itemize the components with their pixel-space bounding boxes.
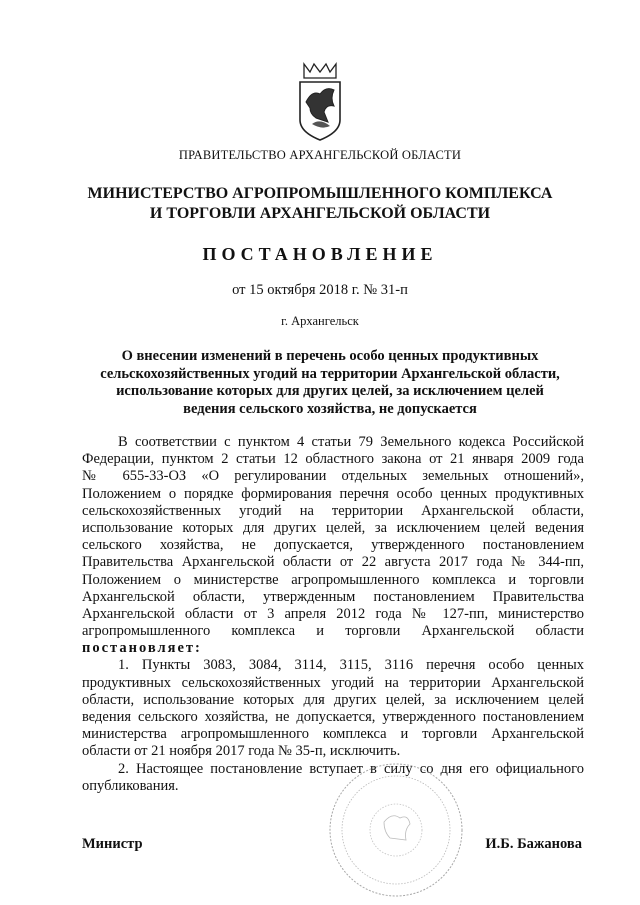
body-line: Архангельской области, утвержденным постановлением Правительства [82, 588, 584, 605]
signatory-name: И.Б. Бажанова [485, 836, 582, 852]
body-line: сельскохозяйственных угодий на территории Архангельской области, [82, 502, 584, 519]
document-type: ПОСТАНОВЛЕНИЕ [202, 244, 438, 264]
body-line: Положением о министерстве агропромышленного комплекса и торговли [82, 571, 584, 588]
signatory-position: Министр [82, 836, 143, 852]
body-line: сельского хозяйства, не допускается, утвержденного постановлением [82, 537, 584, 554]
body-line: агропромышленного комплекса и торговли Архангельской области [82, 623, 584, 640]
body-line: Архангельской области от 3 апреля 2012 года № 127-пп, министерство [82, 605, 584, 622]
body-line: № 655-33-ОЗ «О регулировании отдельных земельных отношений», [82, 468, 584, 485]
body-line: Федерации, пунктом 2 статьи 12 областного закона от 21 января 2009 года [82, 451, 584, 468]
government-name: ПРАВИТЕЛЬСТВО АРХАНГЕЛЬСКОЙ ОБЛАСТИ [178, 148, 462, 162]
place-of-issue: г. Архангельск [281, 314, 359, 328]
body-line: продуктивных сельскохозяйственных угодий на территории Архангельской [82, 674, 584, 691]
body-line: В соответствии с пунктом 4 статьи 79 Земельного кодекса Российской [118, 434, 584, 450]
body-line: 1. Пункты 3083, 3084, 3114, 3115, 3116 перечня особо ценных [118, 657, 584, 674]
ministry-line: МИНИСТЕРСТВО АГРОПРОМЫШЛЕННОГО КОМПЛЕКСА [87, 185, 553, 202]
date-number: от 15 октября 2018 г. № 31-п [232, 282, 408, 298]
official-seal-icon [326, 760, 466, 900]
title-line: ведения сельского хозяйства, не допускается [183, 400, 477, 417]
resolves-word: постановляет: [82, 640, 202, 657]
body-line: 2. Настоящее постановление вступает в силу со дня его официального [118, 760, 584, 777]
ministry-line: И ТОРГОВЛИ АРХАНГЕЛЬСКОЙ ОБЛАСТИ [149, 205, 491, 222]
title-line: сельскохозяйственных угодий на территории Архангельской области, [100, 365, 560, 382]
document-title [80, 348, 580, 418]
body-line: министерства агропромышленного комплекса и торговли Архангельской [82, 726, 584, 743]
title-line: О внесении изменений в перечень особо ценных продуктивных [121, 348, 539, 364]
body-line: области, использование которых для других целей, за исключением целей [82, 691, 584, 708]
body-line: ведения сельского хозяйства, не допускается, утвержденного постановлением [82, 709, 584, 726]
coat-of-arms-icon [296, 60, 344, 142]
title-line: использование которых для других целей, за исключением целей [116, 383, 544, 399]
body-line: области от 21 ноября 2017 года № 35-п, исключить. [82, 743, 401, 760]
document-body [82, 434, 584, 795]
body-line: опубликования. [82, 777, 179, 794]
ministry-name [0, 184, 640, 224]
body-line: Правительства Архангельской области от 22 августа 2017 года № 344-пп, [82, 554, 584, 571]
body-line: использование которых для других целей, за исключением целей ведения [82, 519, 584, 536]
body-line: Положением о порядке формирования перечня особо ценных продуктивных [82, 485, 584, 502]
